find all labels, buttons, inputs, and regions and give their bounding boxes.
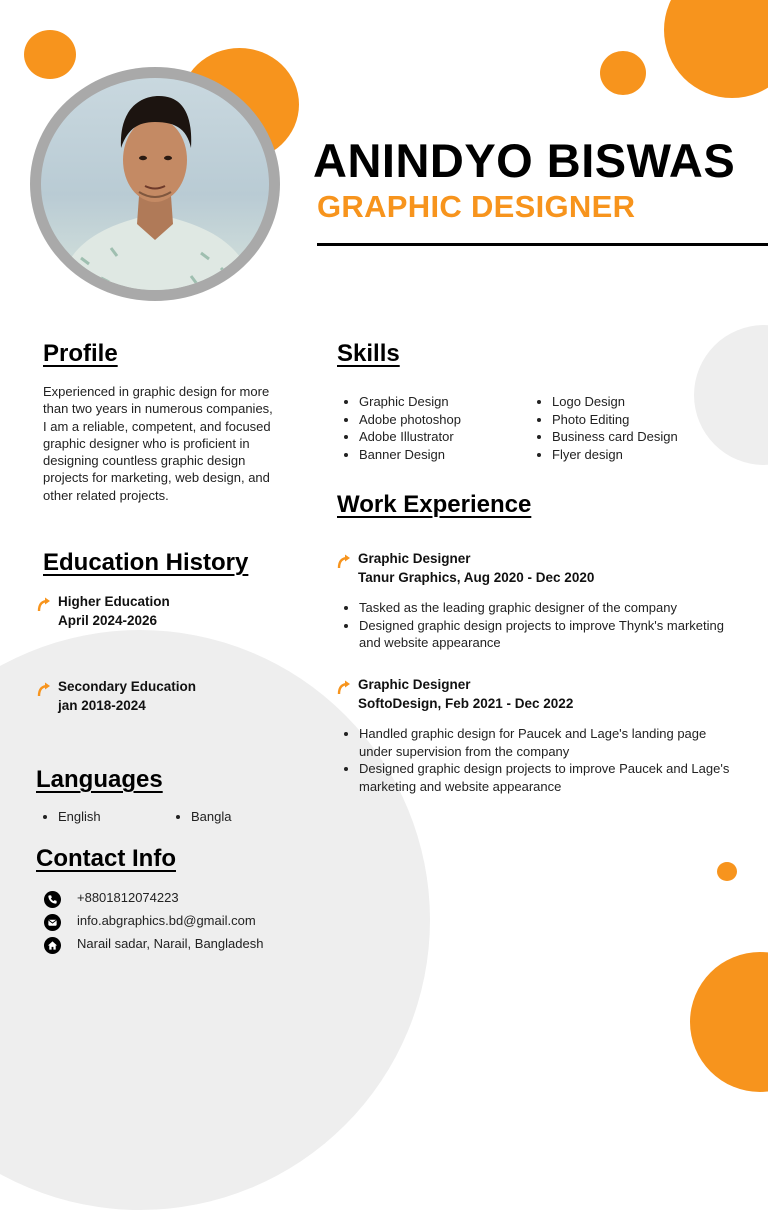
decor-circle-orange-bottom-right: [690, 952, 768, 1092]
education-period: April 2024-2026: [58, 613, 158, 628]
language-list: [36, 808, 168, 826]
language-list: [169, 808, 301, 826]
skills-heading: Skills: [337, 340, 400, 367]
education-title: Secondary Education: [58, 679, 197, 694]
job-role: Graphic Designer: [358, 551, 471, 566]
job-entry: [336, 551, 736, 591]
job-entry: [336, 677, 736, 717]
job-company: Tanur Graphics, Aug 2020 - Dec 2020: [358, 570, 595, 585]
skill-item: • Banner Design: [359, 446, 549, 464]
language-item: • Bangla: [191, 808, 301, 826]
skill-item: • Flyer design: [552, 446, 752, 464]
job-bullet: • Tasked as the leading graphic designer of the company: [359, 599, 739, 617]
job-title: GRAPHIC DESIGNER: [317, 189, 636, 224]
skills-list-right: [530, 393, 752, 463]
contact-email-text: info.abgraphics.bd@gmail.com: [77, 913, 256, 928]
header-divider: [317, 243, 768, 246]
education-entry: [36, 679, 276, 719]
profile-text: Experienced in graphic design for more than two years in numerous companies, I am a reliable, competent, and focused graphic designer who is proficient in designing countless graphic design projects for marketing, web design, and other related projects.: [43, 384, 273, 503]
contact-email: [44, 913, 324, 931]
skill-item: • Photo Editing: [552, 411, 752, 429]
skill-item: • Adobe photoshop: [359, 411, 549, 429]
profile-photo: [41, 78, 269, 290]
contact-address: [44, 936, 334, 954]
contact-phone-text: +8801812074223: [77, 890, 179, 905]
decor-circle-orange-small-top: [600, 51, 646, 95]
profile-heading: Profile: [43, 340, 118, 367]
job-company: SoftoDesign, Feb 2021 - Dec 2022: [358, 696, 574, 711]
curved-arrow-icon: [36, 681, 52, 697]
decor-dot-orange: [717, 862, 737, 881]
contact-phone: [44, 890, 304, 908]
languages-heading: Languages: [36, 766, 163, 793]
job-bullet: • Handled graphic design for Paucek and Lage's landing page under supervision from the company: [359, 725, 739, 760]
job-bullet: • Designed graphic design projects to improve Paucek and Lage's marketing and website appearance: [359, 760, 739, 795]
phone-icon: [44, 891, 61, 908]
skill-item: • Graphic Design: [359, 393, 549, 411]
curved-arrow-icon: [336, 679, 352, 695]
skills-list-left: [337, 393, 549, 463]
mail-icon: [44, 914, 61, 931]
contact-heading: Contact Info: [36, 845, 176, 872]
job-bullets: [337, 599, 739, 652]
person-name: ANINDYO BISWAS: [313, 134, 736, 187]
curved-arrow-icon: [36, 596, 52, 612]
education-entry: [36, 594, 276, 634]
home-icon: [44, 937, 61, 954]
education-heading: Education History: [43, 549, 249, 576]
education-period: jan 2018-2024: [58, 698, 146, 713]
skill-item: • Logo Design: [552, 393, 752, 411]
education-title: Higher Education: [58, 594, 170, 609]
contact-address-text: Narail sadar, Narail, Bangladesh: [77, 936, 264, 951]
decor-circle-orange-top-right: [664, 0, 768, 98]
skill-item: • Business card Design: [552, 428, 752, 446]
language-item: • English: [58, 808, 168, 826]
work-heading: Work Experience: [337, 491, 532, 518]
job-bullet: • Designed graphic design projects to improve Thynk's marketing and website appearance: [359, 617, 739, 652]
curved-arrow-icon: [336, 553, 352, 569]
job-role: Graphic Designer: [358, 677, 471, 692]
skill-item: • Adobe Illustrator: [359, 428, 549, 446]
job-bullets: [337, 725, 739, 795]
decor-circle-orange-top-left: [24, 30, 76, 79]
